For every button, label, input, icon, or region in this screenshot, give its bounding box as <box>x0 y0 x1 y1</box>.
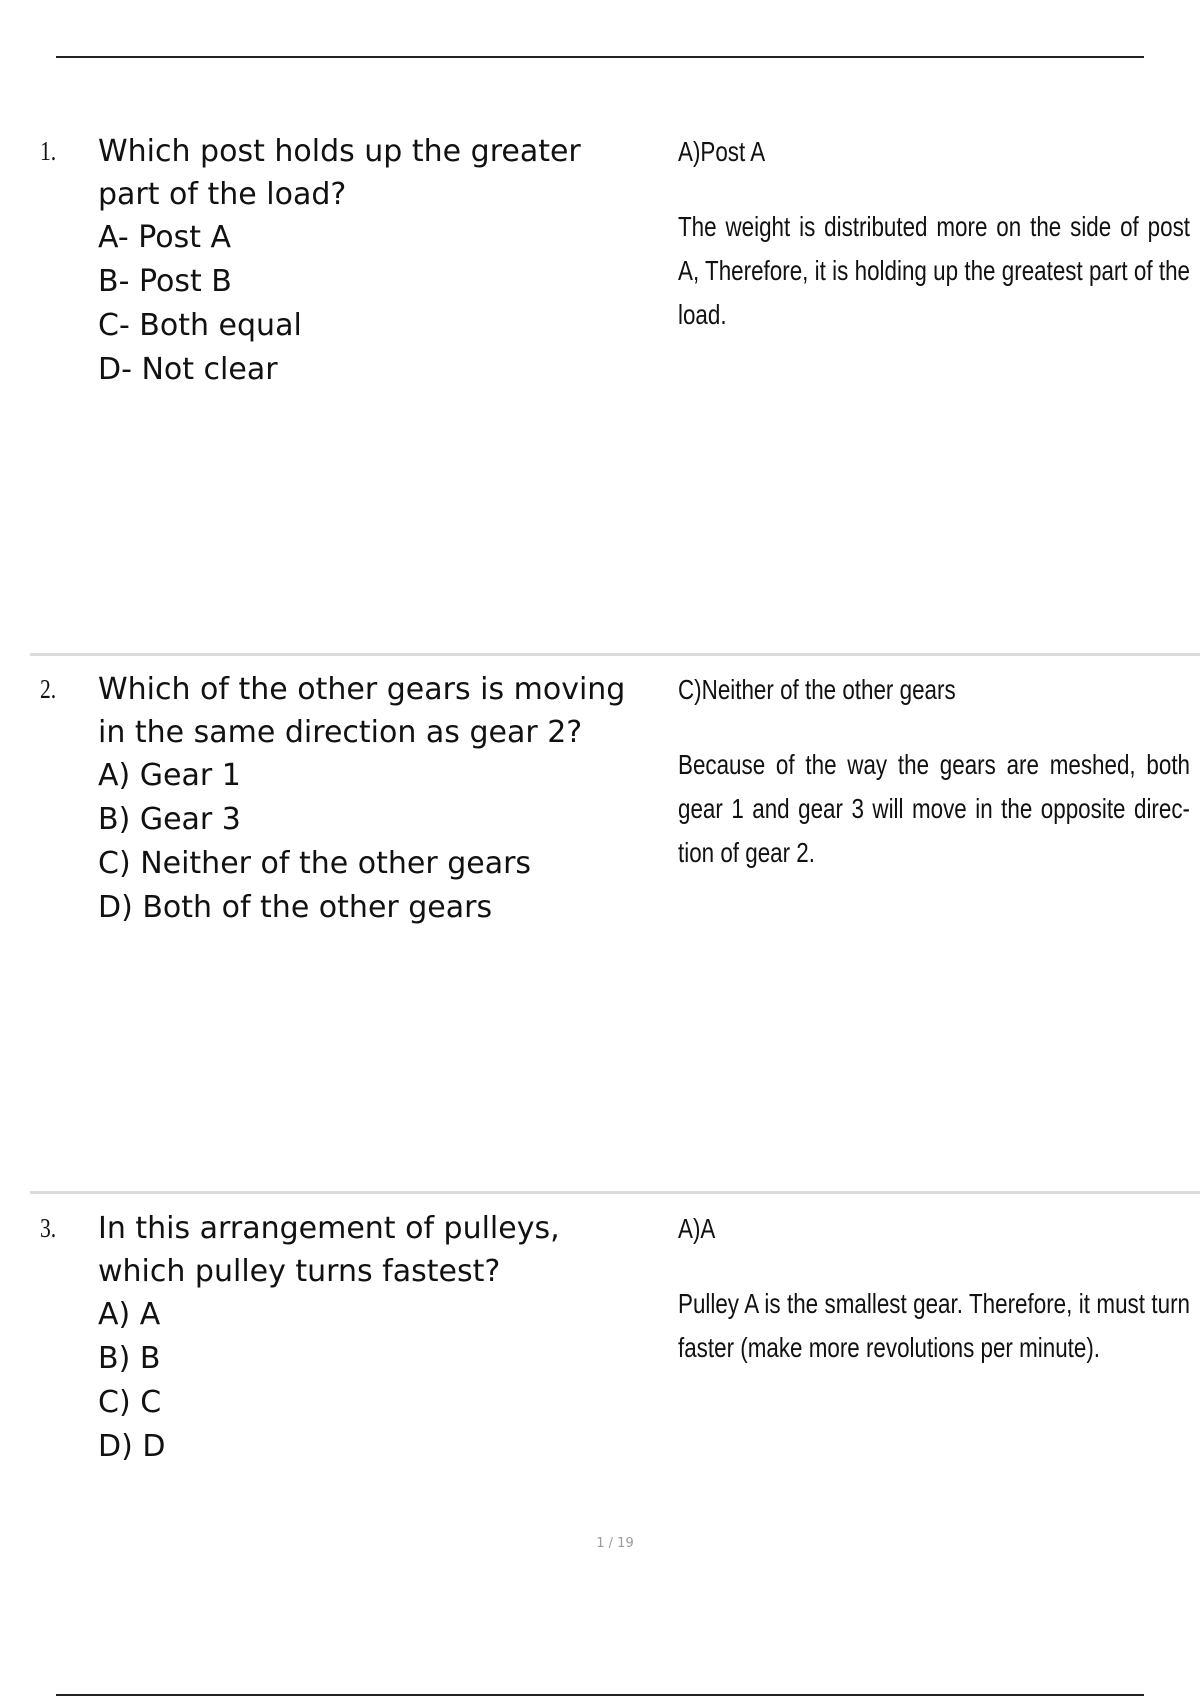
question-text: Which post holds up the greater part of the load? <box>98 134 581 212</box>
option-a: A- Post A <box>98 220 232 255</box>
question-number: 1. <box>40 136 57 166</box>
option-d: D) Both of the other gears <box>98 890 493 925</box>
question-number: 2. <box>40 674 57 704</box>
explanation-text: Pulley A is the smallest gear. Therefore, it must turn faster (make more revolutions per minute). <box>678 1288 1190 1363</box>
option-a: A) A <box>98 1297 161 1332</box>
options-list <box>98 1293 638 1469</box>
page-number: 1 / 19 <box>596 1536 634 1551</box>
answer-column <box>678 130 1190 337</box>
option-a: A) Gear 1 <box>98 758 241 793</box>
option-d: D) D <box>98 1429 166 1464</box>
option-b: B- Post B <box>98 264 232 299</box>
answer-text: A)Post A <box>678 136 766 167</box>
option-c: C) C <box>98 1385 162 1420</box>
answer-column <box>678 1207 1190 1370</box>
section-separator <box>30 653 1200 656</box>
question-content <box>98 668 638 930</box>
question-text: Which of the other gears is moving in the same direction as gear 2? <box>98 672 626 750</box>
option-c: C) Neither of the other gears <box>98 846 532 881</box>
bottom-rule <box>56 1694 1144 1696</box>
question-text: In this arrangement of pulleys, which pulley turns fastest? <box>98 1211 560 1289</box>
answer-column <box>678 668 1190 875</box>
section-separator <box>30 1191 1200 1194</box>
option-b: B) Gear 3 <box>98 802 241 837</box>
explanation-text: Because of the way the gears are meshed, both gear 1 and gear 3 will move in the opposite direc-tion of gear 2. <box>678 749 1190 868</box>
answer-text: C)Neither of the other gears <box>678 674 956 705</box>
options-list <box>98 216 638 392</box>
explanation-text: The weight is distributed more on the side of post A, Therefore, it is holding up the greatest part of the load. <box>678 211 1190 330</box>
option-d: D- Not clear <box>98 352 278 387</box>
top-rule <box>56 56 1144 58</box>
answer-text: A)A <box>678 1213 716 1244</box>
options-list <box>98 754 638 930</box>
option-c: C- Both equal <box>98 308 302 343</box>
question-number: 3. <box>40 1213 57 1243</box>
question-content <box>98 130 638 392</box>
option-b: B) B <box>98 1341 161 1376</box>
question-content <box>98 1207 638 1469</box>
